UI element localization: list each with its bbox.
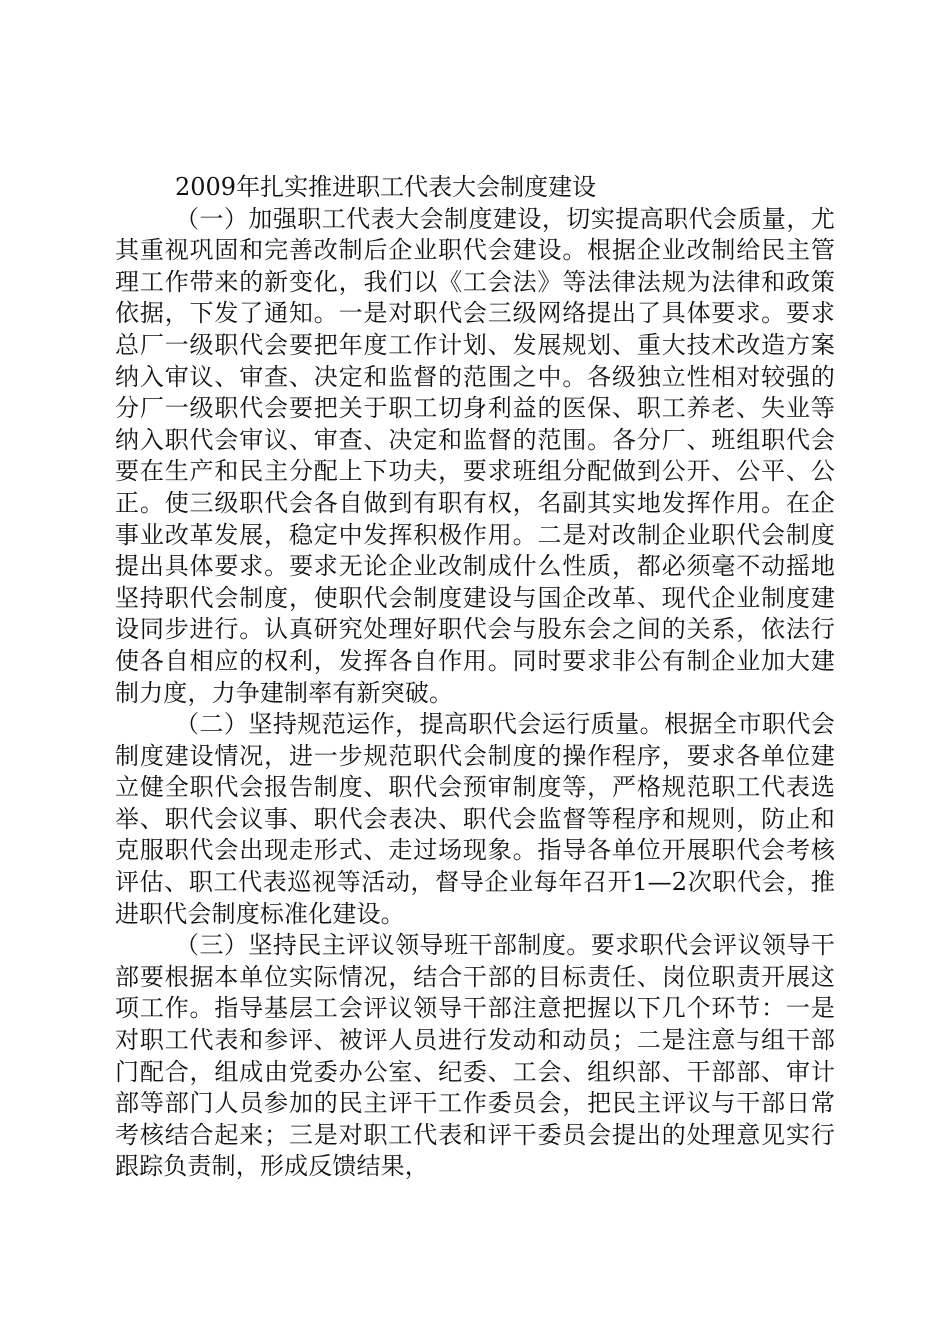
document-body (115, 172, 835, 1183)
paragraph-1: （一）加强职工代表大会制度建设，切实提高职代会质量，尤其重视巩固和完善改制后企业职代会建设。根据企业改制给民主管理工作带来的新变化，我们以《工会法》等法律法规为法律和政策依据，下发了通知。一是对职代会三级网络提出了具体要求。要求总厂一级职代会要把年度工作计划、发展规划、重大技术改造方案纳入审议、审查、决定和监督的范围之中。各级独立性相对较强的分厂一级职代会要把关于职工切身利益的医保、职工养老、失业等纳入职代会审议、审查、决定和监督的范围。各分厂、班组职代会要在生产和民主分配上下功夫，要求班组分配做到公开、公平、公正。使三级职代会各自做到有职有权，名副其实地发挥作用。在企事业改革发展，稳定中发挥积极作用。二是对改制企业职代会制度提出具体要求。要求无论企业改制成什么性质，都必须毫不动摇地坚持职代会制度，使职代会制度建设与国企改革、现代企业制度建设同步进行。认真研究处理好职代会与股东会之间的关系，依法行使各自相应的权利，发挥各自作用。同时要求非公有制企业加大建制力度，力争建制率有新突破。 (115, 204, 835, 707)
paragraph-3: （三）坚持民主评议领导班干部制度。要求职代会评议领导干部要根据本单位实际情况，结合干部的目标责任、岗位职责开展这项工作。指导基层工会评议领导干部注意把握以下几个环节：一是对职工代表和参评、被评人员进行发动和动员；二是注意与组干部门配合，组成由党委办公室、纪委、工会、组织部、干部部、审计部等部门人员参加的民主评干工作委员会，把民主评议与干部日常考核结合起来；三是对职工代表和评干委员会提出的处理意见实行跟踪负责制，形成反馈结果， (115, 931, 835, 1181)
paragraph-2: （二）坚持规范运作，提高职代会运行质量。根据全市职代会制度建设情况，进一步规范职代会制度的操作程序，要求各单位建立健全职代会报告制度、职代会预审制度等，严格规范职工代表选举、职代会议事、职代会表决、职代会监督等程序和规则，防止和克服职代会出现走形式、走过场现象。指导各单位开展职代会考核评估、职工代表巡视等活动，督导企业每年召开1—2次职代会，推进职代会制度标准化建设。 (115, 710, 835, 928)
document-title: 2009年扎实推进职工代表大会制度建设 (175, 173, 597, 201)
